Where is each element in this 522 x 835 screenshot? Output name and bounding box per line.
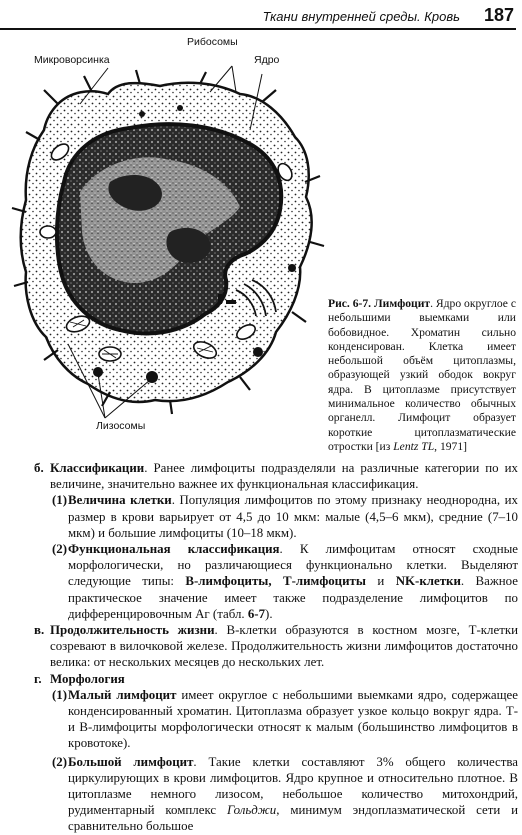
section-b2-heading: Функциональная классификация <box>68 542 280 557</box>
section-g1 <box>0 687 518 752</box>
lymphocyte-figure <box>0 32 330 457</box>
section-b2-table-ref: 6-7 <box>247 606 266 621</box>
body-text <box>0 460 518 835</box>
caption-source: Lentz TL <box>393 439 435 453</box>
section-b2-nk: NK-клетки <box>395 574 461 589</box>
section-b2-and: и <box>365 574 396 589</box>
section-v-heading: Продолжительность жизни <box>50 623 215 638</box>
section-g2-heading: Большой лимфоцит <box>68 754 194 769</box>
section-b1 <box>0 492 518 541</box>
label-microvillus: Микроворсинка <box>34 54 110 66</box>
label-nucleus: Ядро <box>254 54 280 66</box>
section-b-text: . Ранее лимфоциты подразделяли на различные категории по их величине, значительно важнее их функциональная классификация. <box>50 461 518 492</box>
section-b-label: б. <box>34 461 44 475</box>
caption-text: . Ядро округлое с небольшими выемками или бобовидное. Хроматин сильно конденсирован. Клетка имеет небольшой объём цитоплазмы, образующей узкий ободок вокруг ядра. В цитоплазме присутствует минимальное количество обычных органелл. Лимфоцит образует короткие цитоплазматические отростки [из <box>328 297 517 453</box>
section-g2-label: (2) <box>52 754 68 769</box>
page-number: 187 <box>483 5 514 25</box>
page-header <box>0 0 522 30</box>
section-g2-text1: . Такие клетки составляют 3% общего количества циркулирующих в крови лимфоцитов. Ядро крупное и относительно плотное. В цитоплазме немного лизосом, небольшое количество митохондрий, рудиментарный комплекс <box>68 754 518 818</box>
section-g <box>0 671 518 687</box>
section-b2-text1: . К лимфоцитам относят сходные морфологически, но различающиеся функционально клетки. Выделяют следующие типы: <box>68 542 518 589</box>
section-b-heading: Классификации <box>50 461 145 475</box>
section-g-heading: Морфология <box>50 671 125 686</box>
label-ribosomes: Рибосомы <box>187 36 238 48</box>
section-b1-text: . Популяция лимфоцитов по этому признаку неоднородна, их размер в крови варьирует от 4,5 до 10 мкм: малые (4,5–6 мкм), средние (7–10 мкм) и большие лимфоциты (10–18 мкм). <box>68 493 519 540</box>
section-b2-text2: . Важное практическое значение имеет также подразделение лимфоцитов по дифференцировочным Аг (табл. <box>68 574 518 621</box>
section-b2-types: В-лимфоциты, Т-лимфоциты <box>185 574 366 589</box>
section-v-text: . В-клетки образуются в костном мозге, Т-клетки созревают в вилочковой железе. Продолжительность жизни лимфоцитов достаточно велика: от нескольких месяцев до нескольких лет. <box>50 623 518 670</box>
section-g1-heading: Малый лимфоцит <box>68 687 177 702</box>
figure-caption <box>328 297 516 454</box>
caption-tail: , 1971] <box>434 439 468 453</box>
label-lysosomes: Лизосомы <box>96 420 146 432</box>
section-b2-text3: ). <box>265 606 273 621</box>
section-g-label: г. <box>34 671 42 686</box>
section-g2 <box>0 754 518 835</box>
section-b2 <box>0 541 518 622</box>
section-g1-label: (1) <box>52 687 68 702</box>
section-b <box>0 460 518 492</box>
caption-title: Лимфоцит <box>374 297 431 310</box>
lymphocyte-illustration <box>0 32 330 457</box>
section-g2-text2: , минимум эндоплазматической сети и сравнительно большое <box>68 803 519 834</box>
section-v-label: в. <box>34 623 45 638</box>
section-b1-label: (1) <box>52 493 68 508</box>
running-title: Ткани внутренней среды. Кровь <box>262 9 460 24</box>
caption-figno: Рис. 6-7. <box>328 297 372 310</box>
section-v <box>0 622 518 671</box>
section-g1-text: имеет округлое с небольшими выемками ядро, содержащее конденсированный хроматин. Цитоплазма образует узкое кольцо вокруг ядра. Т- и В-лимфоциты морфологически относят к малым (большинство лимфоцитов в кровотоке). <box>68 687 518 751</box>
section-g2-golgi: Гольджи <box>227 803 277 818</box>
header-rule <box>0 28 516 30</box>
section-b1-heading: Величина клетки <box>68 493 172 508</box>
section-b2-label: (2) <box>52 542 68 557</box>
